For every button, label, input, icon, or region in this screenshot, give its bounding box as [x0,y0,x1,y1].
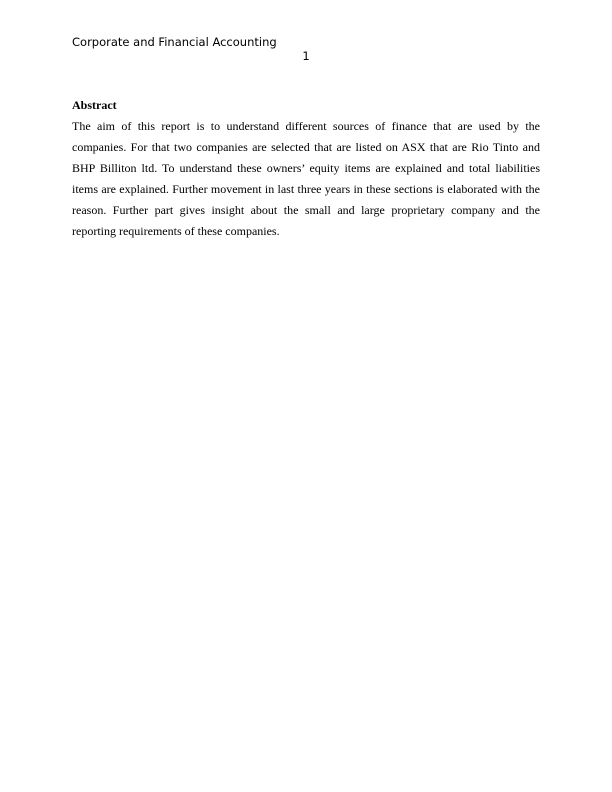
abstract-paragraph: The aim of this report is to understand different sources of finance that are used by the companies. For that two companies are selected that are listed on ASX that are Rio Tinto and BHP Billiton ltd. To understand these owners’ equity items are explained and total liabilities items are explained. Further movement in last three years in these sections is elaborated with the reason. Further part gives insight about the small and large proprietary company and the reporting requirements of these companies. [72,119,540,238]
page-number: 1 [302,49,310,63]
abstract-heading: Abstract [72,98,117,112]
running-header-title: Corporate and Financial Accounting [72,35,277,49]
